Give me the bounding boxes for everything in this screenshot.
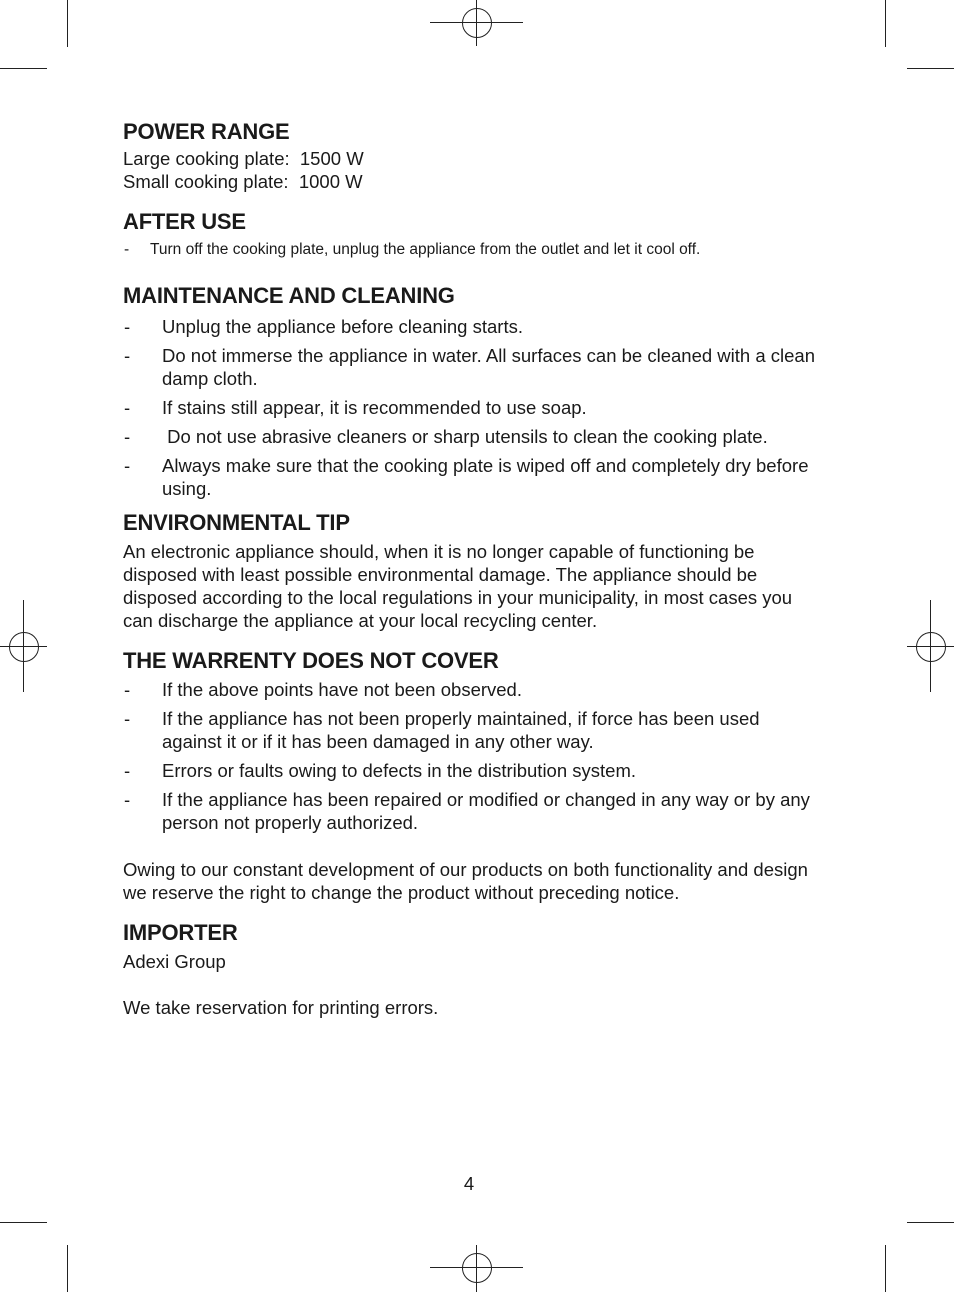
power-line-small: Small cooking plate: 1000 W xyxy=(123,171,363,192)
power-line-large: Large cooking plate: 1500 W xyxy=(123,148,364,169)
environmental-tip-section xyxy=(123,508,823,632)
power-range-section xyxy=(123,117,823,193)
list-item: - If the appliance has been repaired or modified or changed in any way or by any person not properly authorized. xyxy=(123,788,823,834)
importer-section xyxy=(123,918,823,1019)
importer-name: Adexi Group xyxy=(123,951,226,972)
list-item: - Do not immerse the appliance in water. All surfaces can be cleaned with a clean damp cloth. xyxy=(123,344,823,390)
warranty-section xyxy=(123,646,823,904)
crop-mark xyxy=(0,68,47,69)
after-use-section xyxy=(123,207,823,261)
list-item: - Always make sure that the cooking plate is wiped off and completely dry before using. xyxy=(123,454,823,500)
manual-page-content xyxy=(123,117,823,1033)
section-title-importer: IMPORTER xyxy=(123,920,238,945)
printing-errors-disclaimer: We take reservation for printing errors. xyxy=(123,997,439,1018)
crop-mark xyxy=(907,68,954,69)
section-title-environmental-tip: ENVIRONMENTAL TIP xyxy=(123,510,350,535)
list-item: - If the above points have not been observed. xyxy=(123,678,823,701)
crop-mark xyxy=(885,0,886,47)
maintenance-section xyxy=(123,281,823,500)
list-item: - Do not use abrasive cleaners or sharp utensils to clean the cooking plate. xyxy=(123,425,823,448)
list-item: - If stains still appear, it is recommended to use soap. xyxy=(123,396,823,419)
section-title-after-use: AFTER USE xyxy=(123,209,246,234)
page-number: 4 xyxy=(463,1173,475,1194)
crop-mark xyxy=(67,0,68,47)
product-change-notice: Owing to our constant development of our products on both functionality and design we reserve the right to change the product without preceding notice. xyxy=(123,859,808,903)
crop-mark xyxy=(907,1222,954,1223)
section-title-power-range: POWER RANGE xyxy=(123,119,290,144)
environmental-tip-text: An electronic appliance should, when it is no longer capable of functioning be disposed with least possible environmental damage. The appliance should be disposed according to the local regulations in your municipality, in most cases you can discharge the appliance at your local recycling center. xyxy=(123,541,793,631)
crop-mark xyxy=(0,1222,47,1223)
list-item: - Errors or faults owing to defects in the distribution system. xyxy=(123,759,823,782)
section-title-warranty: THE WARRENTY DOES NOT COVER xyxy=(123,648,499,673)
crop-mark xyxy=(885,1245,886,1292)
list-item: - Turn off the cooking plate, unplug the appliance from the outlet and let it cool off. xyxy=(123,239,823,261)
crop-mark xyxy=(67,1245,68,1292)
section-title-maintenance: MAINTENANCE AND CLEANING xyxy=(123,283,455,308)
list-item: - If the appliance has not been properly maintained, if force has been used against it or if it has been damaged in any other way. xyxy=(123,707,823,753)
list-item: - Unplug the appliance before cleaning starts. xyxy=(123,315,823,338)
